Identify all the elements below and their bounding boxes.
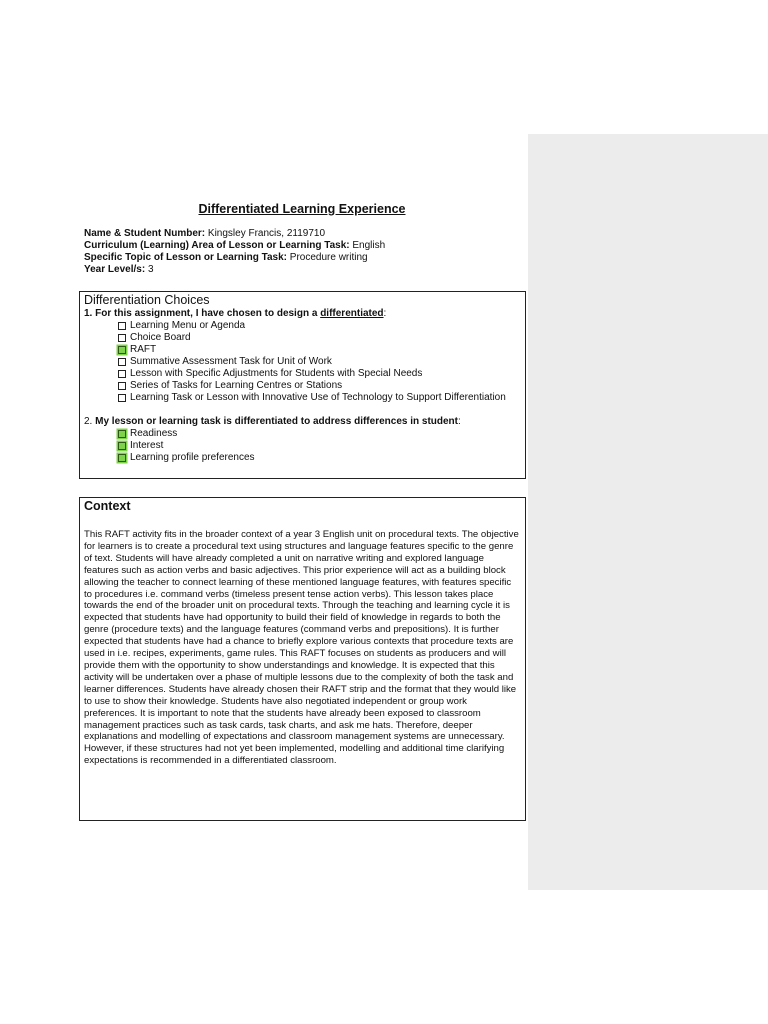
context-box <box>79 497 526 821</box>
option-readiness[interactable]: Readiness <box>118 428 255 440</box>
meta-name: Name & Student Number: Kingsley Francis, 2119710 <box>84 228 326 239</box>
context-heading: Context <box>84 499 131 513</box>
checkbox-icon[interactable] <box>118 370 126 378</box>
checked-checkbox-icon[interactable] <box>118 442 126 450</box>
checked-checkbox-icon[interactable] <box>118 346 126 354</box>
checked-checkbox-icon[interactable] <box>118 454 126 462</box>
meta-topic: Specific Topic of Lesson or Learning Task: Procedure writing <box>84 252 368 263</box>
comment-pane <box>528 134 768 890</box>
checkbox-icon[interactable] <box>118 394 126 402</box>
checkbox-icon[interactable] <box>118 382 126 390</box>
context-paragraph: This RAFT activity fits in the broader context of a year 3 English unit on procedural texts. The objective for learners is to create a procedural text using structures and language features specific to the genre of text. Students will have already completed a unit on narrative writing and explored language features such as action verbs and basic adjectives. This prior experience will act as a building block allowing the teacher to connect learning of these mentioned language features, with features specific to procedures i.e. command verbs (timeless present tense action verbs). This lesson takes place towards the end of the broader unit on procedural texts. Through the teaching and learning cycle it is expected that students have had opportunity to build their field of knowledge in regards to both the genre (procedure texts) and the language features (command verbs and prepositions). It is further expected that students have had a chance to briefly explore various contexts that procedure texts are used in i.e. recipes, experiments, game rules. This RAFT focuses on students as producers and will provide them with the opportunity to show understandings and knowledge. It is expected that this activity will be undertaken over a phase of multiple lessons due to the complexity of both the task and learner differences. Students have already chosen their RAFT strip and the format that they would like to use to show their knowledge. Students have also negotiated independent or group work preferences. It is important to note that the students have already been exposed to classroom management practices such as task cards, task charts, and ask me hats. Therefore, deeper explanations and modelling of expectations and classroom management systems are unnecessary. However, if these structures had not yet been implemented, modelling and additional time clarifying expectations is recommended in a differentiated classroom. <box>84 529 519 767</box>
option-special-needs[interactable]: Lesson with Specific Adjustments for Students with Special Needs <box>118 368 506 380</box>
option-raft[interactable]: RAFT <box>118 344 506 356</box>
option-learning-profile[interactable]: Learning profile preferences <box>118 452 255 464</box>
option-innovative-technology[interactable]: Learning Task or Lesson with Innovative Use of Technology to Support Differentiation <box>118 392 506 404</box>
option-summative-assessment[interactable]: Summative Assessment Task for Unit of Work <box>118 356 506 368</box>
q2-options <box>118 428 255 464</box>
differentiation-heading: Differentiation Choices <box>84 293 210 307</box>
option-learning-menu[interactable]: Learning Menu or Agenda <box>118 320 506 332</box>
q1-options <box>118 320 506 404</box>
checkbox-icon[interactable] <box>118 334 126 342</box>
document-title: Differentiated Learning Experience <box>198 202 406 216</box>
option-choice-board[interactable]: Choice Board <box>118 332 506 344</box>
option-learning-centres[interactable]: Series of Tasks for Learning Centres or Stations <box>118 380 506 392</box>
meta-block <box>84 228 385 276</box>
meta-curriculum: Curriculum (Learning) Area of Lesson or Learning Task: English <box>84 240 386 251</box>
checkbox-icon[interactable] <box>118 358 126 366</box>
question-2: 2. My lesson or learning task is differentiated to address differences in student: <box>84 416 461 427</box>
differentiation-box <box>79 291 526 479</box>
question-1: 1. For this assignment, I have chosen to design a differentiated: <box>84 308 387 319</box>
checked-checkbox-icon[interactable] <box>118 430 126 438</box>
checkbox-icon[interactable] <box>118 322 126 330</box>
option-interest[interactable]: Interest <box>118 440 255 452</box>
meta-year: Year Level/s: 3 <box>84 264 154 275</box>
